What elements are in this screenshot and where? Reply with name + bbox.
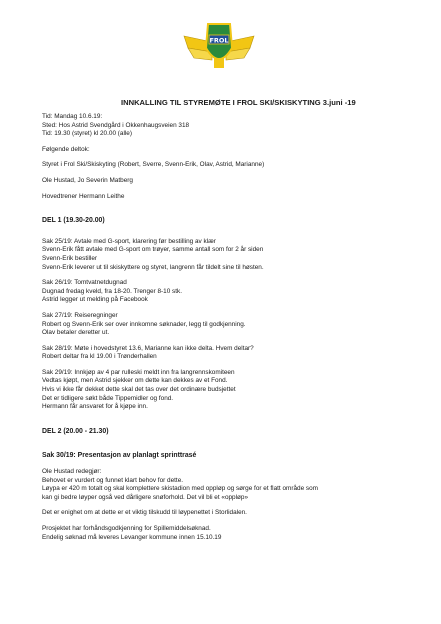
agenda-item-title: Sak 27/19: Reiseregninger	[42, 311, 118, 319]
attendee-line: Styret i Frol Ski/Skiskyting (Robert, Sverre, Svenn-Erik, Olav, Astrid, Marianne)	[42, 161, 265, 169]
agenda-item-title: Sak 26/19: Tomtvatnetdugnad	[42, 279, 127, 287]
agenda-item	[42, 345, 412, 362]
closing-line: Prosjektet har forhåndsgodkjenning for Spillemiddelsøknad.	[42, 525, 211, 532]
agenda-item-line: Dugnad fredag kveld, fra 18-20. Trenger 8-10 stk.	[42, 287, 182, 295]
agenda-item-line: Svenn-Erik bestiller	[42, 254, 98, 262]
agenda-item-line: Hermann får ansvaret for å kjøpe inn.	[42, 403, 148, 411]
agenda-item-line: Robert og Svenn-Erik ser over innkomne søknader, legg til godkjenning.	[42, 320, 246, 328]
agenda-item-title: Sak 30/19: Presentasjon av planlagt sprinttrasé	[42, 452, 197, 460]
meeting-time: Tid: Mandag 10.6.19:	[42, 113, 103, 120]
agenda-item-line: Robert deltar fra kl 19.00 i Trønderhallen	[42, 353, 157, 361]
agenda-item-line: Svenn-Erik fått avtale med G-sport om trøyer, samme antall som for 2 år siden	[42, 246, 264, 254]
agenda-item-line: Behovet er vurdert og funnet klart behov for dette.	[42, 476, 184, 484]
agreement-line: Det er enighet om at dette er et viktig tilskudd til løypenettet i Storlidalen.	[42, 509, 247, 517]
part1-heading: DEL 1 (19.30-20.00)	[42, 217, 105, 225]
attendee-line: Ole Hustad, Jo Severin Matberg	[42, 176, 133, 184]
agenda-item	[42, 238, 412, 272]
agenda-item-line: Hvis vi ikke får dekket dette skal det tas over det ordinære budsjettet	[42, 386, 236, 394]
page-title: INNKALLING TIL STYREMØTE I FROL SKI/SKISKYTING 3.juni -19	[121, 98, 356, 107]
attendee-line: Hovedtrener Hermann Leithe	[42, 192, 125, 200]
agenda-item-line: Astrid legger ut melding på Facebook	[42, 296, 148, 304]
part2-heading: DEL 2 (20.00 - 21.30)	[42, 427, 109, 435]
frol-logo	[178, 18, 260, 80]
agenda-item-title: Sak 28/19: Møte i hovedstyret 13.6, Marianne kan ikke delta. Hvem deltar?	[42, 344, 254, 352]
attendees-label: Følgende deltok:	[42, 145, 90, 153]
closing-line: Endelig søknad må leveres Levanger kommune innen 15.10.19	[42, 533, 222, 541]
meeting-hours: Tid: 19.30 (styret) kl 20.00 (alle)	[42, 130, 132, 138]
meeting-place: Sted: Hos Astrid Svendgård i Okkenhaugsveien 318	[42, 121, 190, 129]
agenda-item-title: Sak 29/19: Innkjøp av 4 par rulleski meldt inn fra langrennskomiteen	[42, 368, 235, 376]
agenda-item	[42, 279, 412, 305]
agenda-item	[42, 468, 412, 502]
logo-text: FROL	[209, 36, 229, 45]
meeting-info	[42, 113, 412, 139]
agenda-item-line: Olav betaler deretter ut.	[42, 329, 110, 337]
agenda-item-line: Svenn-Erik leverer ut til skiskyttere og styret, langrenn får tildelt sine til høsten.	[42, 263, 264, 271]
agenda-item	[42, 369, 412, 412]
agenda-item-line: Det er tidligere søkt både Tippemidler og fond.	[42, 394, 174, 402]
agenda-item	[42, 312, 412, 338]
agenda-item-title: Sak 25/19: Avtale med G-sport, klarering før bestilling av klær	[42, 237, 216, 245]
agenda-item-line: Løypa er 420 m totalt og skal komplettere skistadion med oppløp og sørge for et flatt område som	[42, 485, 318, 493]
agenda-item-line: Vedtas kjøpt, men Astrid sjekker om dette kan dekkes av et Fond.	[42, 377, 228, 385]
agenda-item-line: kan gi bedre løyper også ved dårligere snøforhold. Det vil bli et «oppløp»	[42, 493, 249, 501]
logo-base-mark	[214, 58, 224, 68]
document-body	[42, 113, 412, 542]
agenda-item-line: Ole Hustad redegjør:	[42, 468, 102, 476]
